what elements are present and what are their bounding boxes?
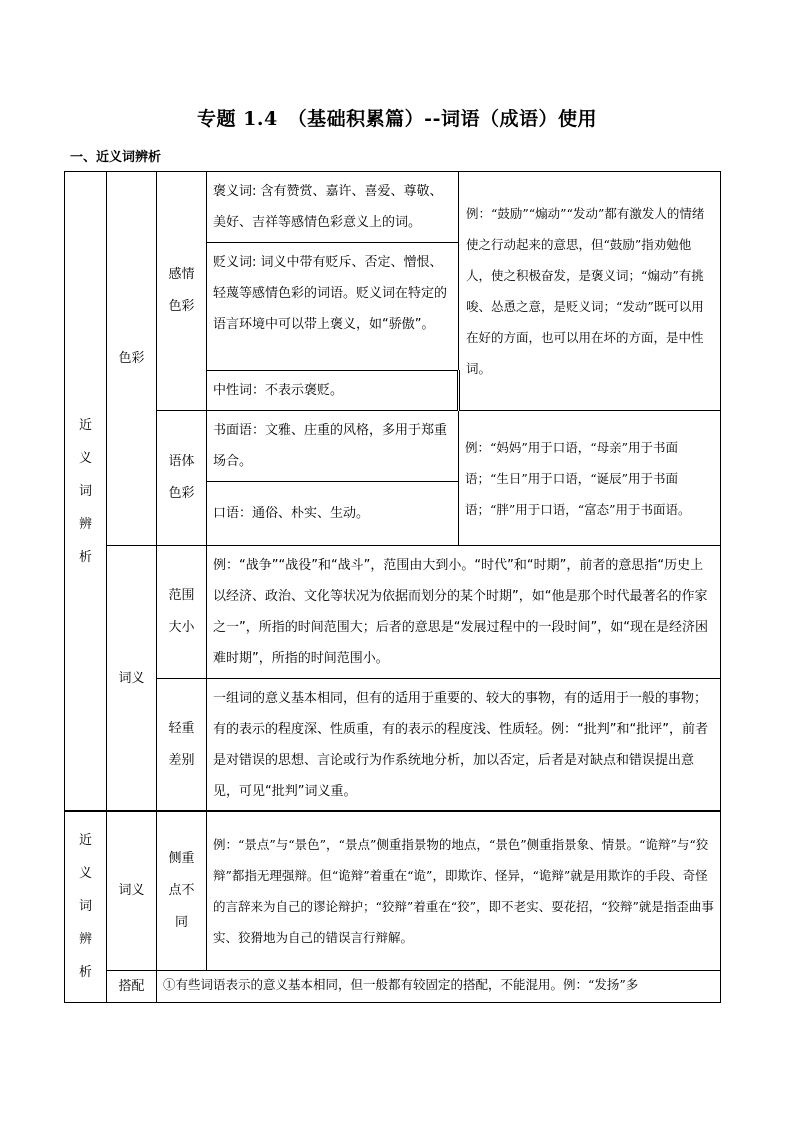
group-meaning-2: 词义	[107, 811, 157, 971]
derogatory-word-def: 贬义词: 词义中带有贬斥、否定、憎恨、轻蔑等感情色彩的词语。贬义词在特定的语言环境中可以带上褒义，如“骄傲”。	[207, 243, 459, 371]
page-title: 专题 1.4 （基础积累篇）--词语（成语）使用	[197, 108, 597, 130]
spoken-language-def: 口语：通俗、朴实、生动。	[207, 482, 459, 546]
label-style-color: 语体色彩	[157, 411, 207, 546]
synonym-table-2	[64, 810, 721, 1003]
synonym-table-1	[64, 171, 721, 812]
label-focus: 侧重点不同	[157, 811, 207, 971]
style-example: 例：“妈妈”用于口语，“母亲”用于书面语；“生日”用于口语，“诞辰”用于书面语；“胖”用于口语，“富态”用于书面语。	[459, 411, 721, 546]
group-meaning: 词义	[107, 546, 157, 812]
weight-text: 一组词的意义基本相同，但有的适用于重要的、较大的事物，有的适用于一般的事物；有的表示的程度深、性质重，有的表示的程度浅、性质轻。例：“批判”和“批评”，前者是对错误的思想、言论或行为作系统地分析，加以否定，后者是对缺点和错误提出意见，可见“批判”词义重。	[207, 679, 721, 812]
emotion-example: 例：“鼓励”“煽动”“发动”都有激发人的情绪使之行动起来的意思，但“鼓励”指劝勉他人，使之积极奋发，是褒义词；“煽动”有挑唆、怂恿之意，是贬义词；“发动”既可以用在好的方面，也可以用在坏的方面，是中性词。	[459, 172, 721, 411]
label-weight: 轻重差别	[157, 679, 207, 812]
row-header-synonym-2: 近义词辨析	[65, 811, 107, 1003]
row-header-synonym: 近义词辨析	[65, 172, 107, 812]
praise-word-def: 褒义词: 含有赞赏、嘉许、喜爱、尊敬、美好、吉祥等感情色彩意义上的词。	[207, 172, 459, 243]
written-language-def: 书面语：文雅、庄重的风格，多用于郑重场合。	[207, 411, 459, 482]
focus-text: 例：“景点”与“景色”，“景点”侧重指景物的地点，“景色”侧重指景象、情景。“诡辩”与“狡辩”都指无理强辩。但“诡辩”着重在“诡”，即欺诈、怪异，“诡辩”就是用欺诈的手段、奇怪的言辞来为自己的谬论辩护；“狡辩”着重在“狡”，即不老实、耍花招，“狡辩”就是指歪曲事实、狡猾地为自己的错误言行辩解。	[207, 811, 721, 971]
neutral-word-def: 中性词：不表示褒贬。	[207, 371, 459, 411]
group-collocation: 搭配	[107, 971, 157, 1003]
label-emotion-color: 感情色彩	[157, 172, 207, 411]
group-color: 色彩	[107, 172, 157, 546]
label-scope: 范围大小	[157, 546, 207, 679]
collocation-text: ①有些词语表示的意义基本相同，但一般都有较固定的搭配，不能混用。例：“发扬”多	[157, 971, 721, 1003]
scope-text: 例：“战争”“战役”和“战斗”，范围由大到小。“时代”和“时期”，前者的意思指“历史上以经济、政治、文化等状况为依据而划分的某个时期”，如“他是那个时代最著名的作家之一”，所指的时间范围大；后者的意思是“发展过程中的一段时间”，如“现在是经济困难时期”，所指的时间范围小。	[207, 546, 721, 679]
section-heading: 一、近义词辨析	[70, 150, 162, 165]
